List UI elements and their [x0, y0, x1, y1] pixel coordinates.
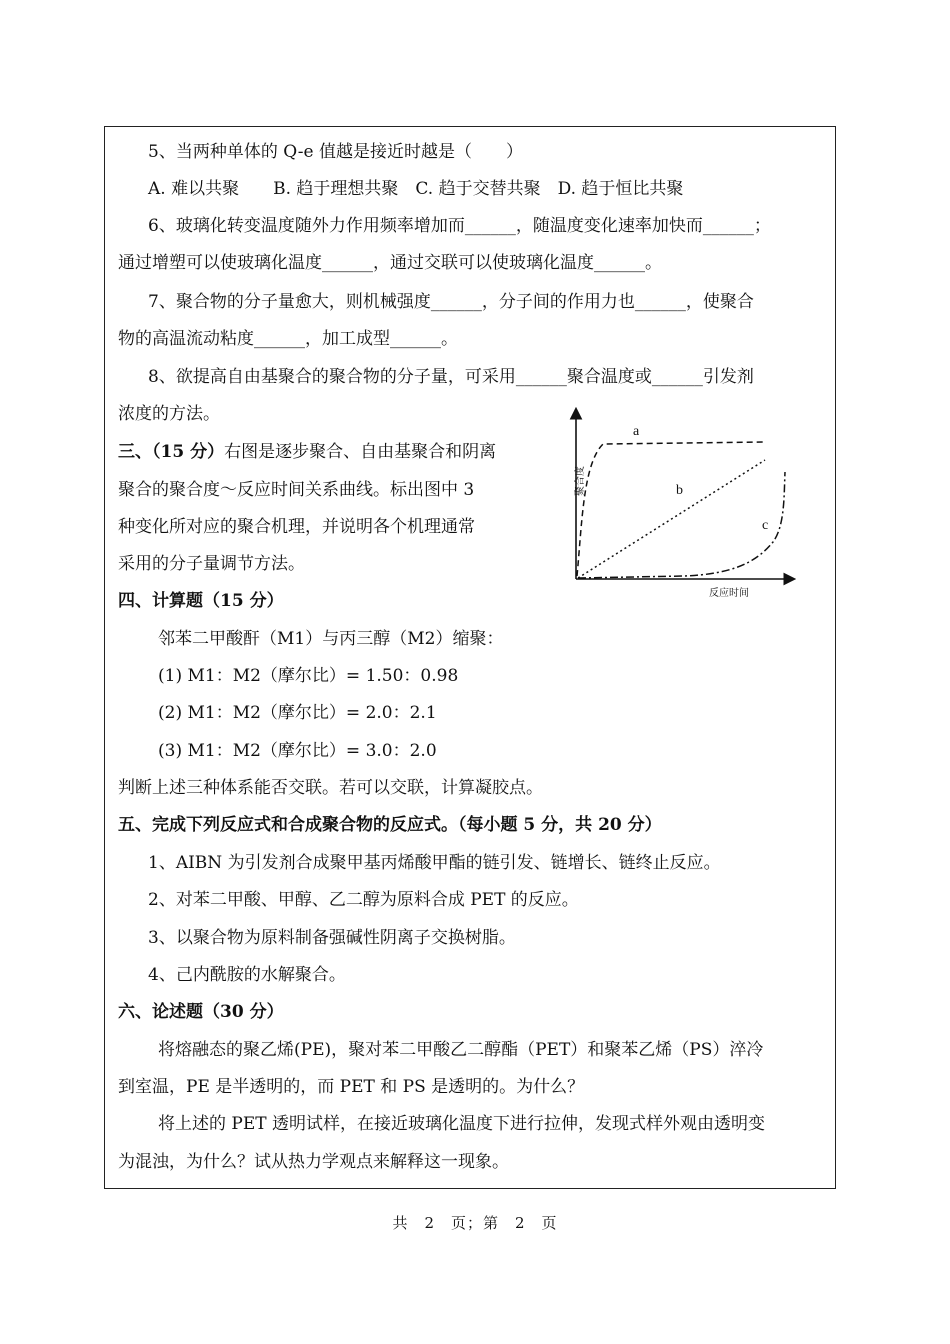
question-8-line-1: 8、欲提高自由基聚合的聚合物的分子量，可采用______聚合温度或______引发剂 — [148, 367, 754, 387]
section-3-line-1 — [118, 441, 496, 463]
section-3-heading: 三、（15 分） — [118, 442, 225, 462]
section-3-line-4: 采用的分子量调节方法。 — [118, 554, 305, 574]
curve-a — [577, 442, 765, 576]
polymerization-curve-figure — [555, 404, 805, 604]
section-4-item-3: (3) M1：M2（摩尔比）= 3.0：2.0 — [158, 741, 437, 761]
question-7-line-1: 7、聚合物的分子量愈大，则机械强度______，分子间的作用力也______，使聚合 — [148, 292, 754, 312]
section-5-item-3: 3、以聚合物为原料制备强碱性阴离子交换树脂。 — [148, 928, 516, 948]
section-4-item-1: (1) M1：M2（摩尔比）= 1.50：0.98 — [158, 666, 459, 686]
section-3-line-3: 种变化所对应的聚合机理，并说明各个机理通常 — [118, 517, 475, 537]
question-6-line-2: 通过增塑可以使玻璃化温度______，通过交联可以使玻璃化温度______。 — [118, 253, 662, 273]
section-6-paragraph-1-line-2: 到室温，PE 是半透明的，而 PET 和 PS 是透明的。为什么？ — [118, 1077, 585, 1097]
question-8-line-2: 浓度的方法。 — [118, 404, 220, 424]
section-5-item-1: 1、AIBN 为引发剂合成聚甲基丙烯酸甲酯的链引发、链增长、链终止反应。 — [148, 853, 721, 873]
question-5: 5、当两种单体的 Q-e 值越是接近时越是（ ） — [148, 142, 523, 162]
section-5-item-2: 2、对苯二甲酸、甲醇、乙二醇为原料合成 PET 的反应。 — [148, 890, 579, 910]
x-axis-label: 反应时间 — [709, 588, 749, 599]
page-footer: 共 2 页；第 2 页 — [392, 1214, 558, 1232]
section-4-question: 判断上述三种体系能否交联。若可以交联，计算凝胶点。 — [118, 778, 543, 798]
section-3-line-2: 聚合的聚合度～反应时间关系曲线。标出图中 3 — [118, 480, 475, 500]
question-7-line-2: 物的高温流动粘度______，加工成型______。 — [118, 329, 458, 349]
curve-b — [578, 460, 765, 578]
curve-c-label: c — [762, 518, 769, 533]
section-4-item-2: (2) M1：M2（摩尔比）= 2.0：2.1 — [158, 703, 437, 723]
section-6-paragraph-1-line-1: 将熔融态的聚乙烯(PE)，聚对苯二甲酸乙二醇酯（PET）和聚苯乙烯（PS）淬冷 — [158, 1040, 764, 1060]
section-5-heading: 五、完成下列反应式和合成聚合物的反应式。（每小题 5 分，共 20 分） — [118, 815, 662, 835]
section-6-heading: 六、论述题（30 分） — [118, 1002, 284, 1022]
question-6-line-1: 6、玻璃化转变温度随外力作用频率增加而______，随温度变化速率加快而______； — [148, 216, 771, 236]
section-4-intro: 邻苯二甲酸酐（M1）与丙三醇（M2）缩聚： — [158, 629, 504, 649]
section-5-item-4: 4、己内酰胺的水解聚合。 — [148, 965, 346, 985]
section-6-paragraph-2-line-2: 为混浊，为什么？试从热力学观点来解释这一现象。 — [118, 1152, 509, 1172]
section-4-heading: 四、计算题（15 分） — [118, 591, 284, 611]
section-6-paragraph-2-line-1: 将上述的 PET 透明试样，在接近玻璃化温度下进行拉伸，发现式样外观由透明变 — [158, 1114, 765, 1134]
section-3-text: 右图是逐步聚合、自由基聚合和阴离 — [224, 442, 497, 462]
exam-frame — [104, 126, 836, 1189]
curve-b-label: b — [676, 483, 683, 498]
question-5-options: A. 难以共聚 B. 趋于理想共聚 C. 趋于交替共聚 D. 趋于恒比共聚 — [148, 179, 684, 199]
y-axis-label: 聚合度 — [575, 466, 586, 496]
curve-a-label: a — [633, 424, 640, 439]
